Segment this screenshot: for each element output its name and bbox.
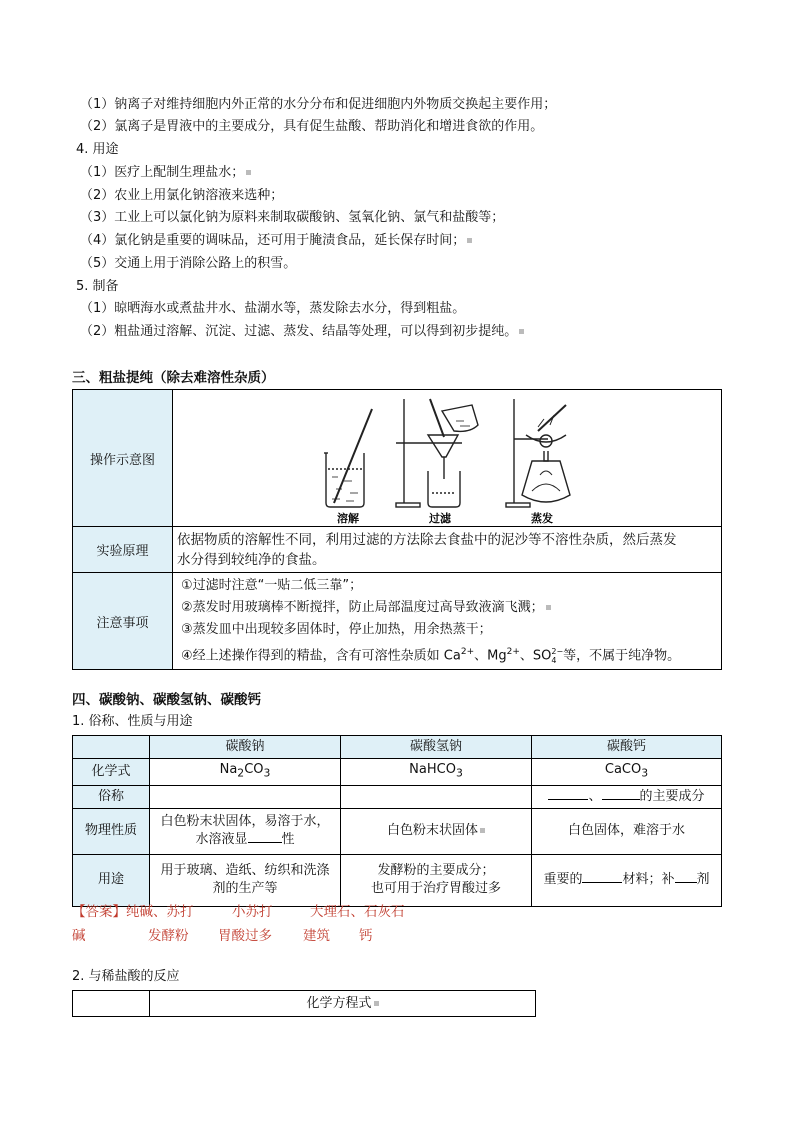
common-name-na2co3 — [150, 785, 341, 808]
subheading-1: 1. 俗称、性质与用途 — [72, 714, 193, 729]
diagram-cell — [173, 390, 722, 527]
evaporate-apparatus — [506, 399, 570, 507]
formula-label: 化学式 — [73, 759, 150, 786]
use-na2co3: 用于玻璃、造纸、纺织和洗涤 剂的生产等 — [150, 854, 341, 906]
principle-cell: 依据物质的溶解性不同，利用过滤的方法除去食盐中的泥沙等不溶性杂质，然后蒸发 水分得到较纯净的食盐。 — [173, 527, 722, 573]
apparatus-diagram — [174, 391, 720, 525]
principle-label: 实验原理 — [73, 527, 173, 573]
caption-dissolve: 溶解 — [337, 512, 359, 525]
filter-apparatus — [396, 399, 478, 507]
header-nahco3: 碳酸氢钠 — [341, 736, 532, 759]
text-line: （4）氯化钠是重要的调味品，还可用于腌渍食品，延长保存时间； — [80, 232, 472, 250]
physical-na2co3: 白色粉末状固体，易溶于水， 水溶液显 性 — [150, 808, 341, 854]
header-caco3: 碳酸钙 — [532, 736, 722, 759]
heading-uses: 4. 用途 — [76, 142, 119, 157]
notes-label: 注意事项 — [73, 573, 173, 670]
salt-purification-table — [72, 389, 722, 670]
reaction-header: 化学方程式 — [150, 991, 536, 1017]
text-line: （3）工业上可以氯化钠为原料来制取碳酸钠、氢氧化钠、氯气和盐酸等； — [80, 210, 505, 225]
corner-cell — [73, 736, 150, 759]
notes-cell: ①过滤时注意“一贴二低三靠”； ②蒸发时用玻璃棒不断搅拌，防止局部温度过高导致液滴飞溅； ③蒸发皿中出现较多固体时，停止加热，用余热蒸干； ④经上述操作得到的精盐，含有可溶性杂质如 $Ca^{2+}$、$Mg^{2+}$、SO 2− 4 等，不属于纯净物。 — [173, 573, 722, 670]
text-line: （2）氯离子是胃液中的主要成分，具有促生盐酸、帮助消化和增进食欲的作用。 — [80, 119, 544, 134]
caption-evaporate: 蒸发 — [531, 512, 553, 525]
text-line: （5）交通上用于消除公路上的积雪。 — [80, 256, 297, 271]
formula-caco3: CaCO$_3$ — [532, 759, 722, 786]
subheading-2: 2. 与稀盐酸的反应 — [72, 969, 180, 984]
reaction-table — [72, 990, 536, 1017]
text-line: （2）粗盐通过溶解、沉淀、过滤、蒸发、结晶等处理，可以得到初步提纯。 — [80, 323, 524, 341]
physical-caco3: 白色固体，难溶于水 — [532, 808, 722, 854]
use-label: 用途 — [73, 854, 150, 906]
caption-filter: 过滤 — [429, 512, 451, 525]
text-line: （2）农业上用氯化钠溶液来选种； — [80, 188, 284, 203]
dissolve-apparatus — [324, 409, 372, 507]
use-nahco3: 发酵粉的主要成分； 也可用于治疗胃酸过多 — [341, 854, 532, 906]
formula-na2co3: $Na_2CO_3$ — [150, 759, 341, 786]
answer-line-1: 【答案】纯碱、苏打 小苏打 大理石、石灰石 — [72, 904, 405, 920]
carbonate-table — [72, 735, 722, 907]
common-name-caco3: 、 的主要成分 — [532, 785, 722, 808]
common-name-nahco3 — [341, 785, 532, 808]
physical-nahco3: 白色粉末状固体 — [341, 808, 532, 854]
header-na2co3: 碳酸钠 — [150, 736, 341, 759]
section-3-title: 三、粗盐提纯（除去难溶性杂质） — [72, 370, 275, 386]
answer-line-2: 碱 发酵粉 胃酸过多 建筑 钙 — [72, 928, 373, 944]
section-4-title: 四、碳酸钠、碳酸氢钠、碳酸钙 — [72, 692, 261, 708]
text-line: （1）医疗上配制生理盐水； — [80, 164, 251, 182]
formula-nahco3: NaHCO$_3$ — [341, 759, 532, 786]
use-caco3: 重要的 材料；补 剂 — [532, 854, 722, 906]
text-line: （1）晾晒海水或煮盐井水、盐湖水等，蒸发除去水分，得到粗盐。 — [80, 301, 466, 316]
common-name-label: 俗称 — [73, 785, 150, 808]
heading-prep: 5. 制备 — [76, 279, 119, 294]
reaction-corner — [73, 991, 150, 1017]
text-line: （1）钠离子对维持细胞内外正常的水分分布和促进细胞内外物质交换起主要作用； — [80, 97, 557, 112]
physical-label: 物理性质 — [73, 808, 150, 854]
diagram-label: 操作示意图 — [73, 390, 173, 527]
